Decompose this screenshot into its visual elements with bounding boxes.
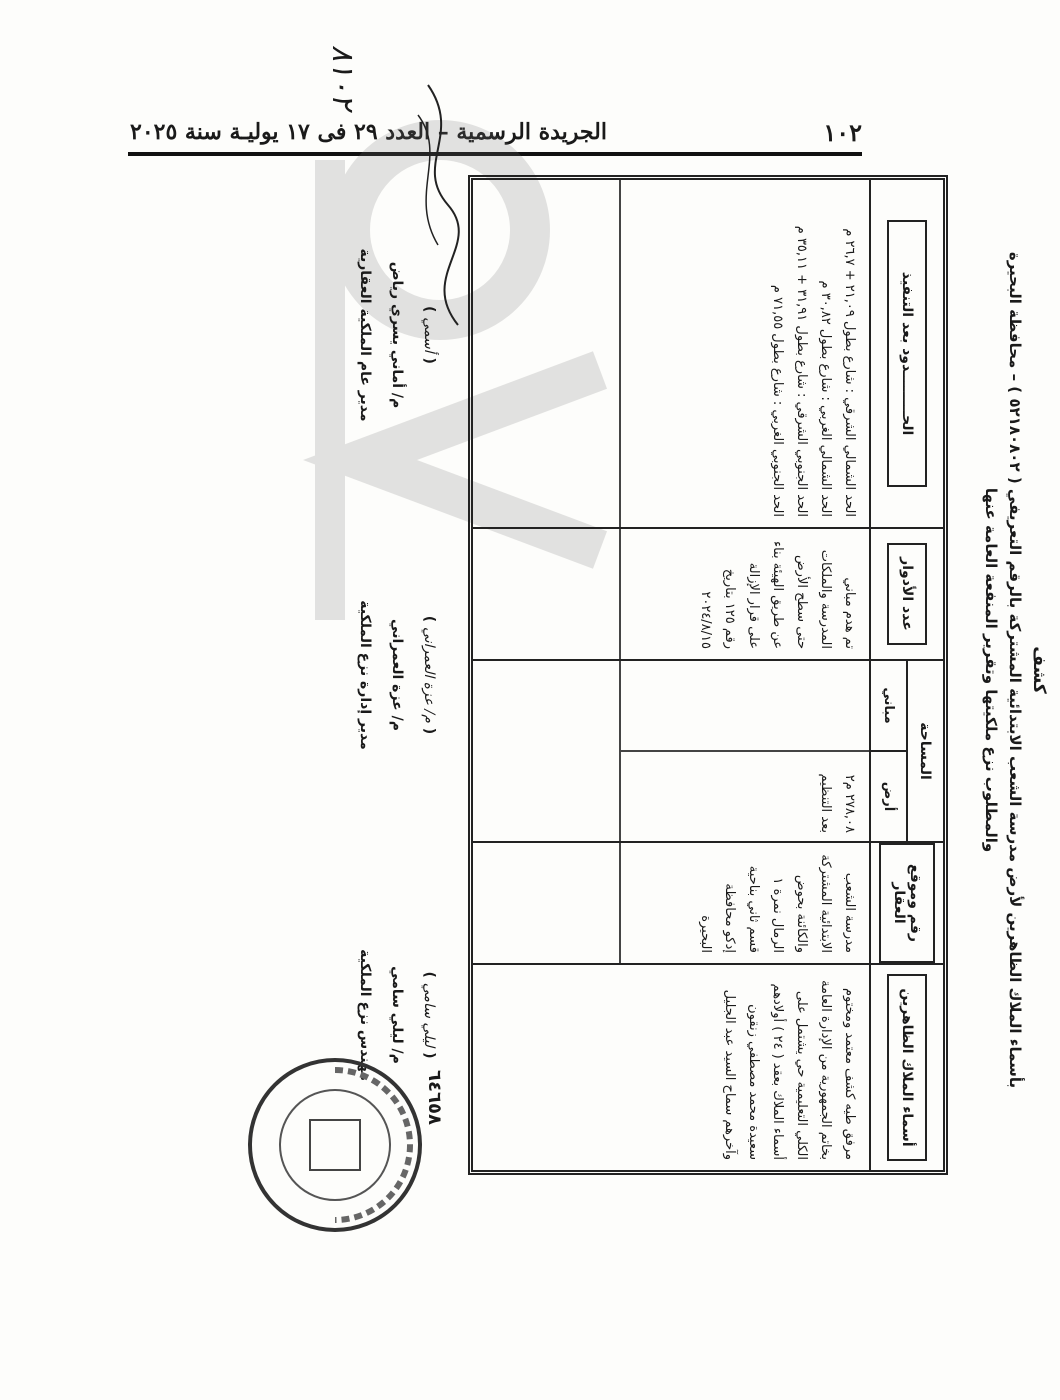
signature-name: م/ عزة العمراني: [388, 619, 405, 731]
document-subtitle-1: بأسماء الملاك الظاهرين لأرض مدرسة الشعب الابتدائية المشتركة بالرقم التعريفي ( ٥٢١٨٠٨٠٢ ) – محافظة البحيرة: [1005, 251, 1024, 1089]
owners-column: [473, 963, 943, 1170]
signature-initials: ( م/ عزة العمراني ): [421, 615, 437, 735]
building-area-cell: [621, 661, 869, 750]
signature-name: م/ ليلي سامي: [388, 966, 405, 1064]
property-cell: مدرسة الشعب الابتدائية المشتركة والكائنة بحوض الرمال نمرة ١ قسم ثاني بناحية إدكو محافظة البحيرة: [619, 843, 869, 963]
owners-cell: مرفق طيه كشف معتمد ومختوم بخاتم الجمهورية من الإدارة العامة الكلي التعليمية حي يشتمل على أسماء الملاك بعقد ( ٢٤ ) أولادهم سعيدة محمد مصطفي زنقون وآخرهم سماح السيد عبد الجليل: [721, 980, 857, 1160]
kashf-heading: كشف: [1029, 646, 1049, 694]
owners-header: أسماء الملاك الظاهرين: [887, 974, 927, 1160]
document-subtitle-2: والمطلوب نزع ملكيتها وتقرير المنفعة العامة عنها: [982, 487, 1001, 853]
stamp-number: ٦٤٦٥٨: [424, 1070, 445, 1125]
boundary-se: الحد الجنوبي الشرقي : شارع بطول ٣١,٩١ + ٣٥,١١ م: [793, 225, 809, 517]
signature-general-director: [245, 205, 445, 465]
area-land-header: أرض: [871, 750, 906, 841]
signature-role: مدير إدارة نزع الملكية: [356, 600, 373, 750]
boundaries-header: الحـــــــــدود بعد التنفيذ: [887, 220, 927, 488]
signature-initials: ( أسمي ): [421, 306, 437, 364]
signatures: [245, 175, 445, 1175]
gazette-title: الجريدة الرسمية – العدد ٢٩ فى ١٧ يوليـة سنة ٢٠٢٥: [130, 119, 607, 145]
official-seal-stamp: [236, 1050, 430, 1240]
handwritten-number: ٨١٠٢: [325, 45, 360, 110]
signature-role: مهندس نزع الملكية: [356, 949, 373, 1081]
signature-department-director: [245, 545, 445, 805]
area-column: [473, 659, 943, 841]
boundary-nw: الحد الشمالي الغربي : شارع بطول ٣٠,٨٢ م: [817, 280, 833, 517]
signature-name: م/ أماني يسري رياض: [388, 261, 405, 409]
boundaries-cell: [619, 180, 869, 527]
property-header: رقم وموقع العقار: [879, 843, 935, 963]
rotated-document: [210, 45, 1060, 1220]
owners-table: [468, 175, 948, 1175]
notes-header: عدد الأدوار: [887, 543, 927, 645]
property-column: [473, 841, 943, 963]
notes-cell: تم هدم مباني المدرسة والملكات حتى سطح الأرض عن طريق الهيئة بناء على قرار الإزالة رقم ١٢٥ بتاريخ ٢٠٢٤/٨/١٥: [619, 529, 869, 659]
area-building-header: مباني: [881, 687, 896, 724]
notes-column: [473, 527, 943, 659]
boundary-ne: الحد الشمالي الشرقي : شارع بطول ٢١,٠٩ + ٢٦,٧ م: [842, 228, 857, 517]
page-number: ١٠٢: [823, 117, 862, 147]
boundaries-column: [473, 180, 943, 527]
signature-role: مدير عام الملكية العقارية: [356, 248, 373, 422]
signature-initials: ( ليلي سامي ): [421, 971, 437, 1059]
area-header: المساحة: [906, 661, 943, 841]
document-title: [979, 160, 1052, 1180]
boundary-sw: الحد الجنوبي الغربي : شارع بطول ٧١,٥٥ م: [769, 284, 785, 517]
handwritten-signature-scribble: [408, 75, 468, 335]
land-area-cell: ٢٧٨,٠٨ م٢ بعد التنظيم: [621, 750, 869, 841]
